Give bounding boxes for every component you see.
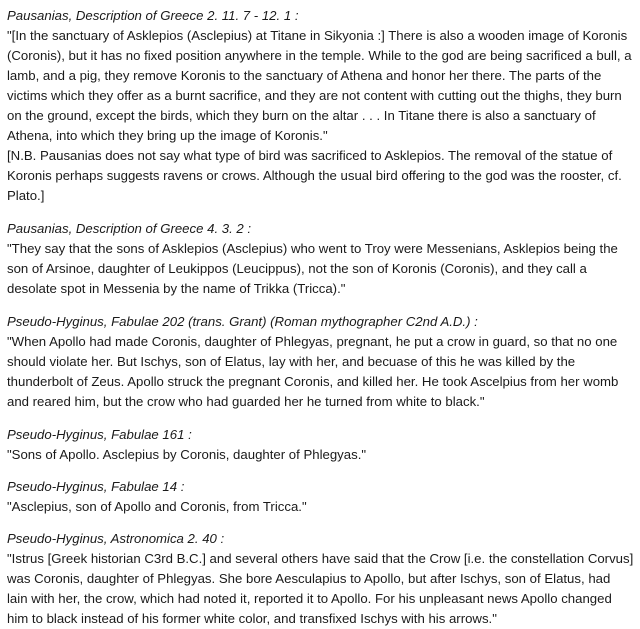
citation: Pseudo-Hyginus, Fabulae 161 : bbox=[7, 427, 192, 442]
quote: "Asclepius, son of Apollo and Coronis, from Tricca." bbox=[7, 499, 307, 514]
entry-hyginus-fabulae-202 bbox=[7, 312, 634, 412]
entry-pausanias-2-11 bbox=[7, 6, 634, 206]
citation: Pseudo-Hyginus, Fabulae 202 (trans. Grant) (Roman mythographer C2nd A.D.) : bbox=[7, 314, 478, 329]
editor-note: [N.B. Pausanias does not say what type of bird was sacrificed to Asklepios. The removal of the statue of Koronis perhaps suggests ravens or crows. Although the usual bird offering to the god was the rooster, cf. Plato.] bbox=[7, 148, 622, 203]
citation: Pausanias, Description of Greece 4. 3. 2 : bbox=[7, 221, 252, 236]
quote: "When Apollo had made Coronis, daughter of Phlegyas, pregnant, he put a crow in guard, so that no one should violate her. But Ischys, son of Elatus, lay with her, and becuase of this he was killed by the thunderbolt of Zeus. Apollo struck the pregnant Coronis, and killed her. He took Ascelpius from her womb and reared him, but the crow who had guarded her he turned from white to black." bbox=[7, 334, 619, 409]
entry-pausanias-4-3 bbox=[7, 219, 634, 299]
quote: "They say that the sons of Asklepios (Asclepius) who went to Troy were Messenians, Asklepios being the son of Arsinoe, daughter of Leukippos (Leucippus), not the son of Koronis (Coronis), and they call a desolate spot in Messenia by the name of Trikka (Tricca)." bbox=[7, 241, 618, 296]
citation: Pausanias, Description of Greece 2. 11. 7 - 12. 1 : bbox=[7, 8, 299, 23]
citation: Pseudo-Hyginus, Astronomica 2. 40 : bbox=[7, 531, 225, 546]
entry-hyginus-astronomica-2-40 bbox=[7, 529, 634, 629]
quote: "Sons of Apollo. Asclepius by Coronis, daughter of Phlegyas." bbox=[7, 447, 367, 462]
citation: Pseudo-Hyginus, Fabulae 14 : bbox=[7, 479, 185, 494]
entry-hyginus-fabulae-161 bbox=[7, 425, 634, 465]
quote: "[In the sanctuary of Asklepios (Asclepius) at Titane in Sikyonia :] There is also a wooden image of Koronis (Coronis), but it has no fixed position anywhere in the temple. While to the god are being sacrificed a bull, a lamb, and a pig, they remove Koronis to the sanctuary of Athena and honor her there. The parts of the victims which they offer as a burnt sacrifice, and they are not content with cutting out the thighs, they burn on the ground, except the birds, which they burn on the altar . . . In Titane there is also a sanctuary of Athena, into which they bring up the image of Koronis." bbox=[7, 28, 632, 143]
entry-hyginus-fabulae-14 bbox=[7, 477, 634, 517]
quote: "Istrus [Greek historian C3rd B.C.] and several others have said that the Crow [i.e. the constellation Corvus] was Coronis, daughter of Phlegyas. She bore Aesculapius to Apollo, but after Ischys, son of Elatus, had lain with her, the crow, which had noted it, reported it to Apollo. For his unpleasant news Apollo changed him to black instead of his former white color, and transfixed Ischys with his arrows." bbox=[7, 551, 634, 626]
